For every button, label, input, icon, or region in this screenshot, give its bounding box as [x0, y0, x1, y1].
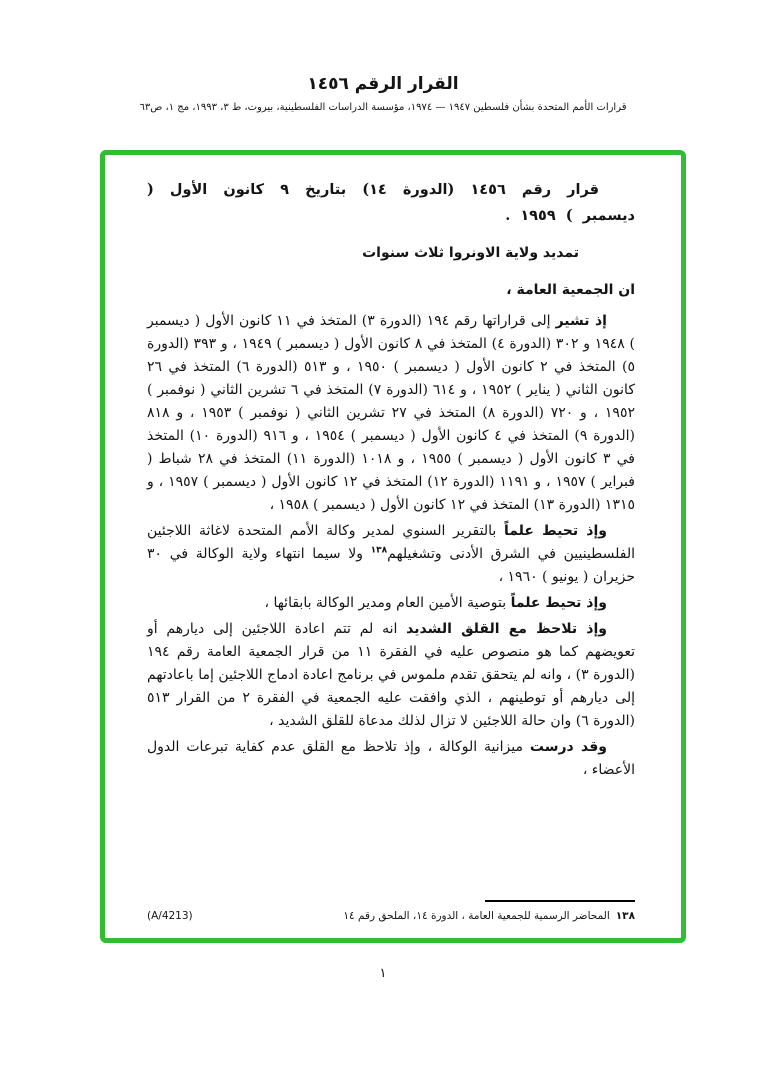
page-number: ١	[379, 966, 387, 981]
footnote-marker: ١٣٨	[615, 910, 635, 922]
paragraph-annual-report	[147, 520, 635, 589]
resolution-opening: ان الجمعية العامة ،	[506, 282, 635, 298]
header-subtitle: قرارات الأمم المتحدة بشأن فلسطين ١٩٤٧ — ١٩٧٤، مؤسسة الدراسات الفلسطينية، بيروت، ط ٣، ١٩٩٣، مج ١، ص٦٣	[139, 102, 627, 113]
paragraph-budget	[147, 736, 635, 782]
footnote-divider	[485, 900, 635, 902]
footnote-line	[147, 908, 635, 924]
paragraph-recalling-resolutions	[147, 310, 635, 517]
header-title: القرار الرقم ١٤٥٦	[307, 74, 459, 94]
paragraph-text: بتوصية الأمين العام ومدير الوكالة بابقائها ،	[264, 595, 507, 611]
paragraph-lead: وإذ تحيط علماً	[510, 595, 607, 611]
resolution-subtitle: تمديد ولاية الاونروا ثلاث سنوات	[362, 245, 579, 261]
footnote-reference-code: (A/4213)	[147, 910, 193, 922]
paragraph-text: إلى قراراتها رقم ١٩٤ (الدورة ٣) المتخذ في ١١ كانون الأول ( ديسمبر ) ١٩٤٨ و ٣٠٢ (الدورة ٤) المتخذ في ٨ كانون الأول ( ديسمبر ) ١٩٤٩ ، و ٣٩٣ (الدورة ٥) المتخذ في ٢ كانون الأول ( ديسمبر ) ١٩٥٠ ، و ٥١٣ (الدورة ٦) المتخذ في ٢٦ كانون الثاني ( يناير ) ١٩٥٢ ، و ٦١٤ (الدورة ٧) المتخذ في ٦ تشرين الثاني ( نوفمبر ) ١٩٥٢ ، و ٧٢٠ (الدورة ٨) المتخذ في ٢٧ تشرين الثاني ( نوفمبر ) ١٩٥٣ ، و ٨١٨ (الدورة ٩) المتخذ في ٤ كانون الأول ( ديسمبر ) ١٩٥٤ ، و ٩١٦ (الدورة ١٠) المتخذ في ٣ كانون الأول ( ديسمبر ) ١٩٥٥ ، و ١٠١٨ (الدورة ١١) المتخذ في ٢٨ شباط ( فبراير ) ١٩٥٧ ، و ١١٩١ (الدورة ١٢) المتخذ في ١٢ كانون الأول ( ديسمبر ) ١٩٥٧ ، و ١٣١٥ (الدورة ١٣) المتخذ في ١٢ كانون الأول ( ديسمبر ) ١٩٥٨ ،	[147, 313, 636, 513]
footnote-text-group	[343, 908, 635, 924]
paragraph-recommendation	[147, 592, 635, 615]
paragraph-text: ولا سيما انتهاء ولاية الوكالة في ٣٠ حزيران ( يونيو ) ١٩٦٠ ،	[147, 546, 635, 585]
footnote-block	[147, 892, 635, 924]
resolution-title: قرار رقم ١٤٥٦ (الدورة ١٤) بتاريخ ٩ كانون الأول ( ديسمبر ) ١٩٥٩ .	[147, 181, 635, 224]
footnote-text: المحاضر الرسمية للجمعية العامة ، الدورة ١٤، الملحق رقم ١٤	[343, 910, 610, 922]
paragraph-text: ميزانية الوكالة ، وإذ تلاحظ مع القلق عدم كفاية تبرعات الدول الأعضاء ،	[147, 739, 635, 778]
paragraph-lead: وقد درست	[529, 739, 607, 755]
paragraph-grave-concern	[147, 618, 635, 733]
paragraph-lead: إذ تشير	[555, 313, 607, 329]
footnote-ref: ١٣٨	[370, 545, 388, 556]
paragraph-lead: وإذ تلاحظ مع القلق الشديد	[406, 621, 607, 637]
paragraph-lead: وإذ تحيط علماً	[504, 523, 607, 539]
paragraph-text: بالتقرير السنوي لمدير وكالة الأمم المتحدة لاغاثة اللاجئين الفلسطينيين في الشرق الأدنى وتشغيلهم	[147, 523, 636, 562]
highlight-box	[100, 150, 686, 943]
paragraph-text: انه لم تتم اعادة اللاجئين إلى ديارهم أو تعويضهم كما هو منصوص عليه في الفقرة ١١ من قرار الجمعية العامة رقم ١٩٤ (الدورة ٣) ، وانه لم يتحقق تقدم ملموس في برنامج اعادة ادماج اللاجئين إما باعادتهم إلى ديارهم أو توطينهم ، الذي وافقت عليه الجمعية في الفقرة ٢ من القرار ٥١٣ (الدورة ٦) وان حالة اللاجئين لا تزال لذلك مدعاة للقلق الشديد ،	[147, 621, 635, 729]
